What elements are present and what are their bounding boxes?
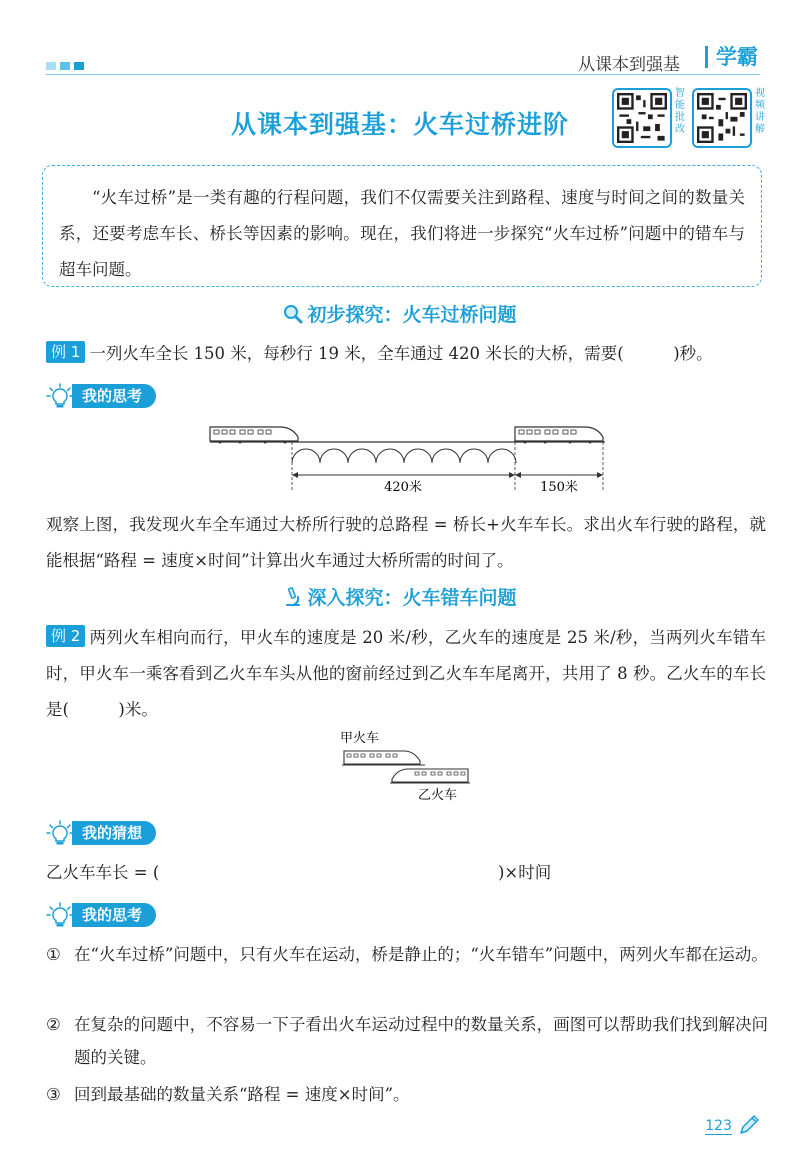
observation-text: 观察上图，我发现火车全车通过大桥所行驶的总路程 = 桥长+火车车长。求出火车行驶的路程，就能根据“路程 = 速度×时间”计算出火车通过大桥所需的时间了。 [46, 515, 766, 570]
passing-trains-diagram [330, 728, 480, 803]
qr-label-grading: 智能批改 [675, 88, 685, 135]
page-number: 123 [705, 1118, 732, 1134]
thought-number: ② [46, 1015, 61, 1034]
microscope-icon [283, 587, 303, 609]
thought-item-3 [46, 1078, 768, 1111]
example-2 [46, 620, 766, 728]
qr-code-icon [617, 93, 667, 143]
header-decoration [46, 62, 84, 70]
magnifier-icon [283, 304, 303, 326]
thought-text: 在“火车过桥”问题中，只有火车在运动，桥是静止的；“火车错车”问题中，两列火车都在运动。 [74, 945, 768, 964]
section-heading-2 [0, 583, 800, 610]
train-a-label: 甲火车 [340, 731, 380, 746]
example-1-text: 一列火车全长 150 米，每秒行 19 米，全车通过 420 米长的大桥，需要( )秒。 [89, 344, 713, 363]
bridge-length-label: 420米 [384, 480, 422, 495]
lightbulb-icon [46, 902, 74, 928]
thought-item-2 [46, 1008, 768, 1074]
train-b [392, 769, 468, 782]
my-thinking-label-2 [46, 902, 156, 928]
example-2-tag: 例 2 [46, 625, 85, 647]
qr-code-video[interactable] [692, 88, 752, 148]
qr-code-icon [697, 93, 747, 143]
thought-text: 回到最基础的数量关系“路程 = 速度×时间”。 [74, 1085, 410, 1104]
section-heading-1-text: 初步探究：火车过桥问题 [307, 304, 517, 326]
qr-label-video: 视频讲解 [755, 88, 765, 135]
guess-formula-left: 乙火车车长 = ( [46, 863, 160, 882]
train-b-label: 乙火车 [418, 788, 458, 803]
qr-code-grading[interactable] [612, 88, 672, 148]
bridge-arches [292, 449, 516, 463]
my-thinking-text-2: 我的思考 [72, 903, 156, 927]
bridge-diagram [200, 415, 620, 500]
my-guess-label [46, 820, 156, 846]
guess-formula-right: )×时间 [498, 863, 552, 882]
train-right [515, 427, 603, 444]
section-heading-1 [0, 300, 800, 327]
example-1-tag: 例 1 [46, 341, 85, 363]
thought-item-1 [46, 938, 768, 971]
brand-logo: 学霸 [705, 46, 758, 68]
lightbulb-icon [46, 820, 74, 846]
intro-box: “火车过桥”是一类有趣的行程问题，我们不仅需要关注到路程、速度与时间之间的数量关系，还要考虑车长、桥长等因素的影响。现在，我们将进一步探究“火车过桥”问题中的错车与超车问题。 [42, 165, 762, 287]
my-guess-text: 我的猜想 [72, 821, 156, 845]
my-thinking-text-1: 我的思考 [72, 384, 156, 408]
example-2-text: 两列火车相向而行，甲火车的速度是 20 米/秒，乙火车的速度是 25 米/秒，当两列火车错车时，甲火车一乘客看到乙火车车头从他的窗前经过到乙火车车尾离开，共用了 8 秒。乙火车的车长是( )米。 [46, 628, 766, 719]
lightbulb-icon [46, 383, 74, 409]
example-1 [46, 336, 766, 372]
train-left [210, 427, 298, 444]
thought-text: 在复杂的问题中，不容易一下子看出火车运动过程中的数量关系，画图可以帮助我们找到解决问题的关键。 [74, 1015, 768, 1067]
pencil-icon [738, 1114, 760, 1136]
train-length-label: 150米 [540, 480, 578, 495]
section-heading-2-text: 深入探究：火车错车问题 [307, 587, 517, 609]
train-a [344, 751, 420, 764]
thought-number: ① [46, 945, 61, 964]
guess-formula [46, 855, 766, 891]
header-section-title: 从课本到强基 [578, 55, 680, 75]
thought-number: ③ [46, 1085, 61, 1104]
my-thinking-label-1 [46, 383, 156, 409]
page-title: 从课本到强基：火车过桥进阶 [230, 110, 569, 139]
